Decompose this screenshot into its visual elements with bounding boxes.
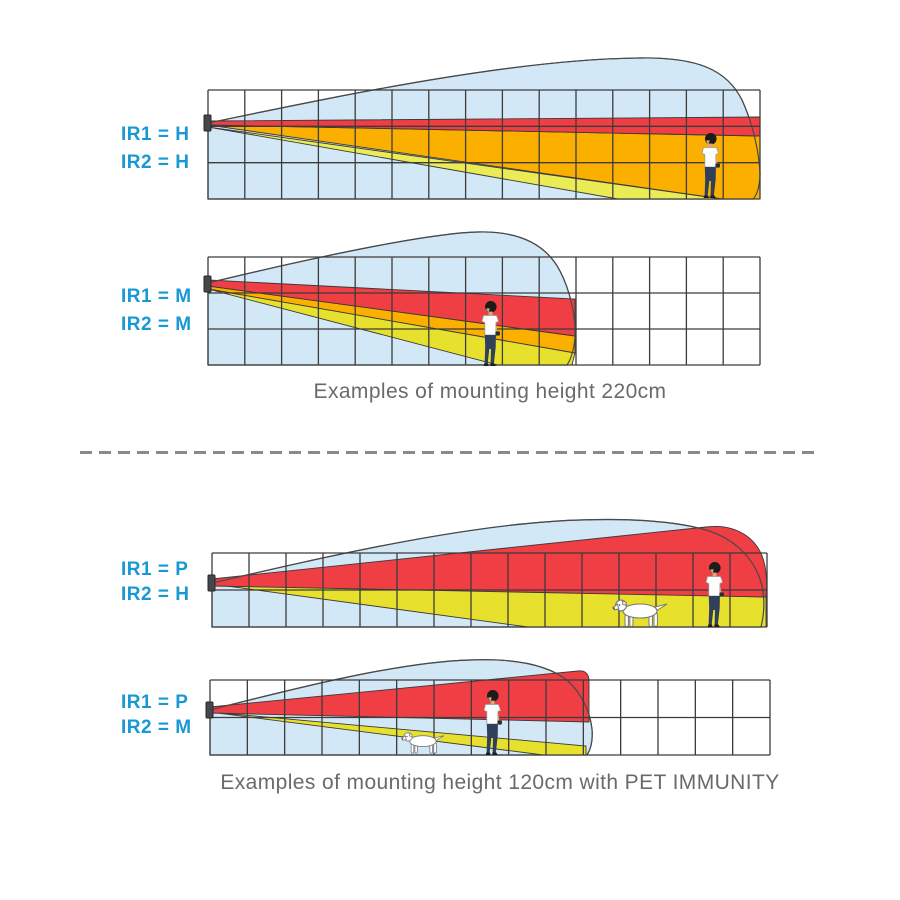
sensor-device — [206, 702, 213, 718]
ir2-setting: IR2 = H — [121, 584, 190, 605]
detection-diagram-hh — [204, 58, 760, 199]
detection-diagram-ph — [208, 520, 767, 627]
caption-mounting-120-pet: Examples of mounting height 120cm with PET IMMUNITY — [220, 771, 780, 794]
ir2-setting: IR2 = M — [121, 717, 192, 738]
ir1-setting: IR1 = M — [121, 286, 192, 307]
sensor-device — [208, 575, 215, 591]
detection-diagram-pm — [206, 660, 770, 755]
sensor-device — [204, 115, 211, 131]
ir2-setting: IR2 = M — [121, 314, 192, 335]
caption-mounting-220: Examples of mounting height 220cm — [313, 380, 667, 403]
detection-diagram-mm — [204, 232, 760, 366]
ir1-setting: IR1 = P — [121, 692, 189, 713]
ir1-setting: IR1 = P — [121, 559, 189, 580]
ir1-setting: IR1 = H — [121, 124, 190, 145]
sensor-device — [204, 276, 211, 292]
ir2-setting: IR2 = H — [121, 152, 190, 173]
